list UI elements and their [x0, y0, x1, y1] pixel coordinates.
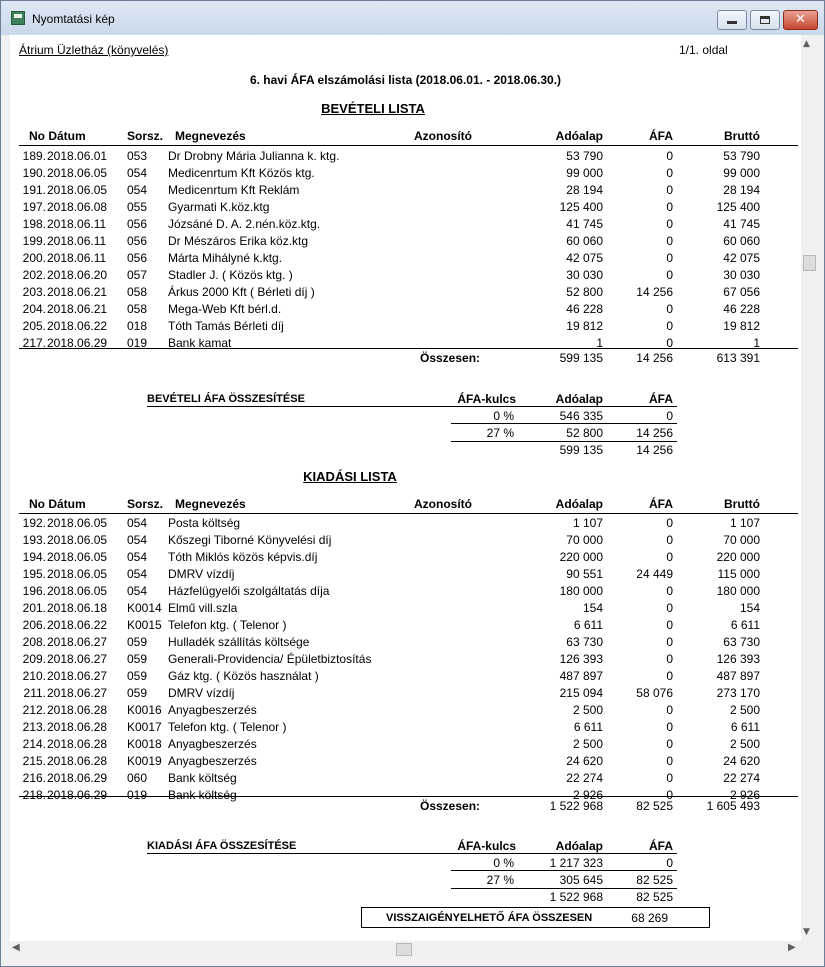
- row-sorsz: 054: [127, 166, 148, 180]
- row-afa: 24 449: [636, 567, 673, 581]
- row-adoalap: 46 228: [566, 302, 603, 316]
- row-afa: 0: [666, 601, 673, 615]
- row-afa: 0: [666, 251, 673, 265]
- row-no: 199.: [22, 234, 46, 248]
- column-header-azonosito: Azonosító: [414, 497, 472, 511]
- column-header-brutto: Bruttó: [724, 497, 760, 511]
- row-date: 2018.06.05: [47, 567, 108, 581]
- row-afa: 0: [666, 268, 673, 282]
- row-adoalap: 2 926: [572, 788, 603, 802]
- row-afa: 0: [666, 669, 673, 683]
- vertical-scroll-thumb[interactable]: [803, 255, 816, 271]
- row-name: Anyagbeszerzés: [168, 754, 257, 768]
- row-afa: 0: [666, 336, 673, 350]
- row-adoalap: 41 745: [566, 217, 603, 231]
- column-header-adoalap: Adóalap: [555, 497, 603, 511]
- report-page: [10, 35, 801, 941]
- row-name: Posta költség: [168, 516, 241, 530]
- row-brutto: 46 228: [723, 302, 760, 316]
- vat-summary-header-rule: [147, 406, 677, 407]
- column-header-no-datum: No Dátum: [29, 129, 86, 143]
- maximize-button[interactable]: [750, 10, 780, 30]
- row-afa: 0: [666, 516, 673, 530]
- vat-summary-rate-rule: [451, 423, 677, 424]
- row-brutto: 19 812: [723, 319, 760, 333]
- row-no: 218.: [22, 788, 46, 802]
- report-title: 6. havi ÁFA elszámolási lista (2018.06.01. - 2018.06.30.): [249, 73, 562, 87]
- vat-summary-total-adoalap: 1 522 968: [549, 890, 603, 904]
- scroll-up-icon[interactable]: ▲: [803, 39, 810, 49]
- close-button[interactable]: [783, 10, 818, 30]
- row-no: 217.: [22, 336, 46, 350]
- row-date: 2018.06.18: [47, 601, 108, 615]
- row-no: 202.: [22, 268, 46, 282]
- row-sorsz: 059: [127, 635, 148, 649]
- row-date: 2018.06.05: [47, 550, 108, 564]
- row-no: 211.: [23, 686, 46, 700]
- total-brutto: 613 391: [716, 351, 760, 365]
- row-no: 204.: [22, 302, 46, 316]
- vat-summary-total-afa: 82 525: [636, 890, 673, 904]
- row-name: Hulladék szállítás költsége: [168, 635, 310, 649]
- row-no: 209.: [22, 652, 46, 666]
- column-header-afa: ÁFA: [649, 129, 673, 143]
- row-brutto: 220 000: [716, 550, 760, 564]
- row-brutto: 1: [753, 336, 760, 350]
- row-adoalap: 99 000: [566, 166, 603, 180]
- row-no: 191.: [22, 183, 46, 197]
- column-header-azonosito: Azonosító: [414, 129, 472, 143]
- row-name: Telefon ktg. ( Telenor ): [168, 720, 287, 734]
- row-adoalap: 180 000: [559, 584, 603, 598]
- row-afa: 0: [666, 149, 673, 163]
- row-afa: 0: [666, 737, 673, 751]
- row-date: 2018.06.05: [47, 533, 108, 547]
- row-sorsz: 060: [127, 771, 148, 785]
- row-brutto: 2 500: [729, 703, 760, 717]
- row-name: DMRV vízdíj: [168, 567, 235, 581]
- vat-summary-afa: 0: [666, 409, 673, 423]
- row-sorsz: K0014: [127, 601, 162, 615]
- row-brutto: 273 170: [716, 686, 760, 700]
- row-name: Telefon ktg. ( Telenor ): [168, 618, 287, 632]
- row-brutto: 53 790: [723, 149, 760, 163]
- row-name: Bank költség: [168, 771, 237, 785]
- total-adoalap: 1 522 968: [549, 799, 603, 813]
- row-date: 2018.06.28: [47, 703, 108, 717]
- row-brutto: 115 000: [717, 567, 760, 581]
- row-name: Márta Mihályné k.ktg.: [168, 251, 283, 265]
- row-date: 2018.06.11: [47, 217, 107, 231]
- row-afa: 0: [666, 584, 673, 598]
- row-no: 206.: [22, 618, 46, 632]
- row-sorsz: 059: [127, 669, 148, 683]
- row-name: Tóth Tamás Bérleti díj: [168, 319, 284, 333]
- vat-summary-rate: 27 %: [486, 873, 514, 887]
- vat-summary-afa: 14 256: [636, 426, 673, 440]
- row-no: 197.: [22, 200, 46, 214]
- row-brutto: 70 000: [723, 533, 760, 547]
- row-name: Tóth Miklós közös képvis.díj: [168, 550, 318, 564]
- row-adoalap: 70 000: [566, 533, 603, 547]
- row-afa: 14 256: [636, 285, 673, 299]
- row-afa: 58 076: [636, 686, 673, 700]
- row-sorsz: 054: [127, 550, 148, 564]
- row-date: 2018.06.22: [47, 319, 108, 333]
- app-icon: [11, 11, 25, 25]
- column-header-sorsz: Sorsz.: [127, 497, 164, 511]
- row-name: Házfelügyelői szolgáltatás díja: [168, 584, 330, 598]
- column-header-no-datum: No Dátum: [29, 497, 86, 511]
- row-no: 198.: [22, 217, 46, 231]
- row-brutto: 42 075: [723, 251, 760, 265]
- total-rule: [19, 348, 798, 349]
- vat-summary-header-kulcs: ÁFA-kulcs: [457, 839, 516, 853]
- row-name: Anyagbeszerzés: [168, 737, 257, 751]
- row-adoalap: 90 551: [566, 567, 603, 581]
- row-brutto: 63 730: [723, 635, 760, 649]
- row-sorsz: 057: [127, 268, 148, 282]
- row-sorsz: 058: [127, 302, 148, 316]
- row-name: Dr Drobny Mária Julianna k. ktg.: [168, 149, 340, 163]
- row-date: 2018.06.29: [47, 771, 108, 785]
- vat-summary-header-adoalap: Adóalap: [555, 839, 603, 853]
- row-name: Medicenrtum Kft Reklám: [168, 183, 300, 197]
- reclaimable-vat-value: 68 269: [631, 911, 668, 925]
- horizontal-scrollbar[interactable]: [10, 941, 801, 958]
- reclaimable-vat-label: VISSZAIGÉNYELHETŐ ÁFA ÖSSZESEN: [386, 912, 593, 924]
- row-no: 213.: [22, 720, 46, 734]
- column-header-megnevezes: Megnevezés: [175, 129, 246, 143]
- row-brutto: 60 060: [723, 234, 760, 248]
- total-label: Összesen:: [420, 799, 481, 813]
- vertical-scrollbar[interactable]: [801, 35, 818, 941]
- row-adoalap: 22 274: [566, 771, 603, 785]
- row-brutto: 67 056: [723, 285, 760, 299]
- row-brutto: 6 611: [730, 720, 760, 734]
- row-afa: 0: [666, 635, 673, 649]
- row-date: 2018.06.21: [47, 302, 108, 316]
- company-name: Átrium Üzletház (könyvelés): [19, 43, 169, 57]
- row-afa: 0: [666, 652, 673, 666]
- row-date: 2018.06.29: [47, 788, 108, 802]
- row-sorsz: K0019: [127, 754, 162, 768]
- row-date: 2018.06.01: [47, 149, 108, 163]
- row-sorsz: 054: [127, 533, 148, 547]
- minimize-icon: [727, 21, 737, 24]
- row-brutto: 41 745: [723, 217, 760, 231]
- vat-summary-adoalap: 546 335: [559, 409, 603, 423]
- vat-summary-header-adoalap: Adóalap: [555, 392, 603, 406]
- total-adoalap: 599 135: [559, 351, 603, 365]
- row-sorsz: 054: [127, 516, 148, 530]
- row-brutto: 154: [739, 601, 760, 615]
- row-adoalap: 53 790: [566, 149, 603, 163]
- row-adoalap: 30 030: [566, 268, 603, 282]
- vat-summary-header-afa: ÁFA: [649, 392, 673, 406]
- row-adoalap: 24 620: [566, 754, 603, 768]
- row-date: 2018.06.20: [47, 268, 108, 282]
- scroll-right-icon[interactable]: ▶: [788, 942, 796, 953]
- row-brutto: 99 000: [723, 166, 760, 180]
- total-rule: [19, 796, 798, 797]
- row-adoalap: 6 611: [573, 618, 603, 632]
- row-sorsz: K0015: [127, 618, 162, 632]
- row-sorsz: 059: [127, 652, 148, 666]
- row-afa: 0: [666, 183, 673, 197]
- income-list-title: BEVÉTELI LISTA: [321, 101, 425, 116]
- row-name: Bank kamat: [168, 336, 232, 350]
- row-afa: 0: [666, 200, 673, 214]
- row-date: 2018.06.05: [47, 516, 108, 530]
- vat-summary-afa: 82 525: [636, 873, 673, 887]
- row-no: 192.: [22, 516, 46, 530]
- row-adoalap: 60 060: [566, 234, 603, 248]
- vat-summary-total-afa: 14 256: [636, 443, 673, 457]
- row-brutto: 126 393: [716, 652, 760, 666]
- row-name: Dr Mészáros Erika köz.ktg: [168, 234, 309, 248]
- row-brutto: 22 274: [723, 771, 760, 785]
- row-date: 2018.06.22: [47, 618, 108, 632]
- row-date: 2018.06.28: [47, 754, 108, 768]
- row-name: Mega-Web Kft bérl.d.: [168, 302, 282, 316]
- row-brutto: 2 500: [729, 737, 760, 751]
- vat-summary-adoalap: 1 217 323: [549, 856, 603, 870]
- row-sorsz: K0018: [127, 737, 162, 751]
- expense-list-title: KIADÁSI LISTA: [303, 469, 397, 484]
- row-sorsz: 056: [127, 217, 148, 231]
- row-adoalap: 1: [596, 336, 603, 350]
- vat-summary-rate: 0 %: [493, 409, 514, 423]
- row-no: 210.: [22, 669, 46, 683]
- row-adoalap: 2 500: [572, 703, 603, 717]
- row-no: 190.: [22, 166, 46, 180]
- row-name: Stadler J. ( Közös ktg. ): [168, 268, 293, 282]
- row-date: 2018.06.21: [47, 285, 108, 299]
- row-afa: 0: [666, 234, 673, 248]
- row-adoalap: 42 075: [566, 251, 603, 265]
- row-no: 208.: [22, 635, 46, 649]
- row-name: Kőszegi Tiborné Könyvelési díj: [168, 533, 332, 547]
- row-adoalap: 19 812: [566, 319, 603, 333]
- row-sorsz: 055: [127, 200, 148, 214]
- vat-summary-title: KIADÁSI ÁFA ÖSSZESÍTÉSE: [147, 840, 297, 852]
- row-no: 215.: [22, 754, 46, 768]
- row-brutto: 2 926: [729, 788, 760, 802]
- row-no: 196.: [22, 584, 46, 598]
- row-name: Anyagbeszerzés: [168, 703, 257, 717]
- row-no: 189.: [22, 149, 46, 163]
- row-no: 194.: [22, 550, 46, 564]
- row-brutto: 30 030: [723, 268, 760, 282]
- vat-summary-adoalap: 305 645: [559, 873, 603, 887]
- page-number: 1/1. oldal: [679, 43, 728, 57]
- vat-summary-title: BEVÉTELI ÁFA ÖSSZESÍTÉSE: [147, 393, 305, 405]
- row-name: Józsáné D. A. 2.nén.köz.ktg.: [168, 217, 321, 231]
- total-afa: 82 525: [636, 799, 673, 813]
- column-header-brutto: Bruttó: [724, 129, 760, 143]
- vat-summary-header-rule: [147, 853, 677, 854]
- row-no: 203.: [22, 285, 46, 299]
- row-adoalap: 28 194: [566, 183, 603, 197]
- row-adoalap: 126 393: [559, 652, 603, 666]
- row-sorsz: 056: [127, 251, 148, 265]
- row-brutto: 125 400: [716, 200, 760, 214]
- row-adoalap: 2 500: [572, 737, 603, 751]
- vat-summary-rate: 0 %: [493, 856, 514, 870]
- row-no: 201.: [22, 601, 46, 615]
- row-no: 195.: [22, 567, 46, 581]
- row-adoalap: 52 800: [566, 285, 603, 299]
- row-date: 2018.06.29: [47, 336, 108, 350]
- row-afa: 0: [666, 550, 673, 564]
- row-name: Árkus 2000 Kft ( Bérleti díj ): [168, 285, 315, 299]
- header-rule: [19, 513, 798, 514]
- row-date: 2018.06.05: [47, 183, 108, 197]
- row-brutto: 28 194: [723, 183, 760, 197]
- row-adoalap: 125 400: [559, 200, 603, 214]
- row-adoalap: 1 107: [572, 516, 603, 530]
- row-brutto: 487 897: [716, 669, 760, 683]
- row-afa: 0: [666, 703, 673, 717]
- column-header-sorsz: Sorsz.: [127, 129, 164, 143]
- row-afa: 0: [666, 618, 673, 632]
- row-adoalap: 6 611: [573, 720, 603, 734]
- row-afa: 0: [666, 319, 673, 333]
- row-adoalap: 154: [582, 601, 603, 615]
- row-date: 2018.06.08: [47, 200, 108, 214]
- vat-summary-total-rule: [451, 441, 677, 442]
- vat-summary-header-afa: ÁFA: [649, 839, 673, 853]
- row-no: 214.: [22, 737, 46, 751]
- row-adoalap: 215 094: [559, 686, 603, 700]
- scroll-down-icon[interactable]: ▼: [803, 927, 810, 937]
- row-sorsz: 054: [127, 567, 148, 581]
- row-name: Medicenrtum Kft Közös ktg.: [168, 166, 315, 180]
- row-afa: 0: [666, 166, 673, 180]
- vat-summary-rate: 27 %: [486, 426, 514, 440]
- row-afa: 0: [666, 788, 673, 802]
- vat-summary-total-rule: [451, 888, 677, 889]
- row-date: 2018.06.05: [47, 166, 108, 180]
- row-no: 216.: [22, 771, 46, 785]
- row-no: 205.: [22, 319, 46, 333]
- row-afa: 0: [666, 771, 673, 785]
- row-sorsz: 053: [127, 149, 148, 163]
- row-afa: 0: [666, 217, 673, 231]
- row-afa: 0: [666, 533, 673, 547]
- scroll-left-icon[interactable]: ◀: [12, 942, 20, 953]
- row-date: 2018.06.11: [47, 251, 107, 265]
- row-sorsz: 054: [127, 584, 148, 598]
- row-sorsz: K0016: [127, 703, 162, 717]
- row-date: 2018.06.11: [47, 234, 107, 248]
- vat-summary-rate-rule: [451, 870, 677, 871]
- row-brutto: 1 107: [729, 516, 760, 530]
- row-adoalap: 220 000: [559, 550, 603, 564]
- row-date: 2018.06.27: [47, 652, 108, 666]
- total-brutto: 1 605 493: [706, 799, 760, 813]
- column-header-adoalap: Adóalap: [555, 129, 603, 143]
- row-sorsz: 054: [127, 183, 148, 197]
- row-date: 2018.06.05: [47, 584, 108, 598]
- row-afa: 0: [666, 720, 673, 734]
- horizontal-scroll-thumb[interactable]: [396, 943, 412, 956]
- row-name: Generali-Providencia/ Épületbiztosítás: [168, 652, 372, 666]
- total-label: Összesen:: [420, 351, 481, 365]
- row-date: 2018.06.27: [47, 669, 108, 683]
- row-sorsz: 018: [127, 319, 148, 333]
- row-date: 2018.06.27: [47, 686, 108, 700]
- row-date: 2018.06.28: [47, 720, 108, 734]
- title-bar[interactable]: [1, 1, 824, 35]
- row-sorsz: 056: [127, 234, 148, 248]
- row-name: Gáz ktg. ( Közös használat ): [168, 669, 319, 683]
- row-name: Elmű vill.szla: [168, 601, 238, 615]
- row-brutto: 24 620: [723, 754, 760, 768]
- row-adoalap: 487 897: [559, 669, 603, 683]
- row-date: 2018.06.28: [47, 737, 108, 751]
- row-sorsz: 059: [127, 686, 148, 700]
- total-afa: 14 256: [636, 351, 673, 365]
- header-rule: [19, 145, 798, 146]
- vat-summary-adoalap: 52 800: [566, 426, 603, 440]
- row-name: Bank költség: [168, 788, 237, 802]
- reclaimable-vat-box: [361, 907, 710, 928]
- row-sorsz: 019: [127, 336, 148, 350]
- maximize-icon: [760, 16, 770, 24]
- vat-summary-afa: 0: [666, 856, 673, 870]
- window-title: Nyomtatási kép: [32, 12, 115, 26]
- row-afa: 0: [666, 302, 673, 316]
- row-afa: 0: [666, 754, 673, 768]
- row-sorsz: 058: [127, 285, 148, 299]
- row-sorsz: K0017: [127, 720, 162, 734]
- minimize-button[interactable]: [717, 10, 747, 30]
- row-no: 212.: [22, 703, 46, 717]
- row-brutto: 180 000: [716, 584, 760, 598]
- row-no: 193.: [22, 533, 46, 547]
- row-name: DMRV vízdíj: [168, 686, 235, 700]
- vat-summary-header-kulcs: ÁFA-kulcs: [457, 392, 516, 406]
- row-date: 2018.06.27: [47, 635, 108, 649]
- column-header-afa: ÁFA: [649, 497, 673, 511]
- close-icon: ✕: [795, 12, 806, 27]
- column-header-megnevezes: Megnevezés: [175, 497, 246, 511]
- row-adoalap: 63 730: [566, 635, 603, 649]
- row-brutto: 6 611: [730, 618, 760, 632]
- row-sorsz: 019: [127, 788, 148, 802]
- row-name: Gyarmati K.köz.ktg: [168, 200, 270, 214]
- vat-summary-total-adoalap: 599 135: [559, 443, 603, 457]
- row-no: 200.: [22, 251, 46, 265]
